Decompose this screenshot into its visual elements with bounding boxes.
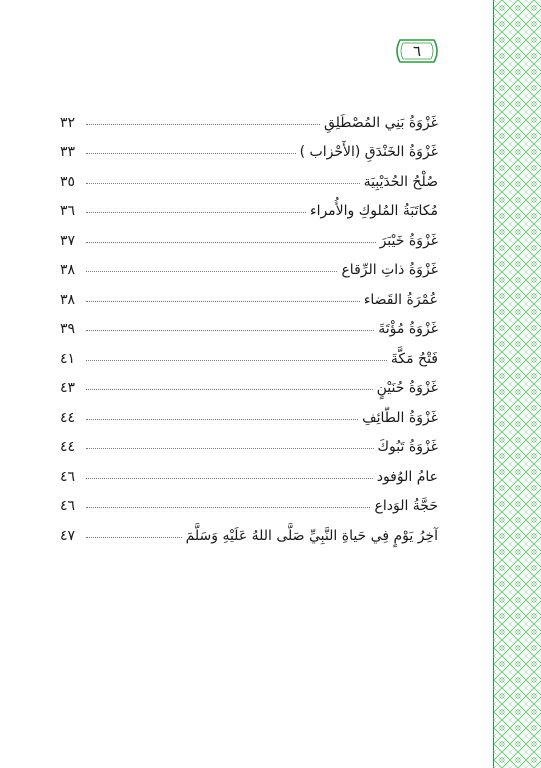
toc-dot-leader <box>86 359 387 361</box>
toc-entry[interactable] <box>60 308 438 338</box>
toc-entry-page-number: ٣٣ <box>60 144 76 160</box>
toc-entry-title: مُكاتَبَةُ المُلوكِ والأُمراء <box>309 203 438 219</box>
toc-entry[interactable] <box>60 367 438 397</box>
toc-entry[interactable] <box>60 249 438 279</box>
toc-entry-page-number: ٤٤ <box>60 439 76 455</box>
toc-entry-title: غَزْوَةُ تَبُوكَ <box>377 439 438 455</box>
toc-entry-page-number: ٤٧ <box>60 527 76 544</box>
toc-entry-page-number: ٣٢ <box>60 114 76 131</box>
toc-entry[interactable] <box>60 101 438 131</box>
toc-dot-leader <box>86 182 360 184</box>
toc-entry-title: غَزْوَةُ خَيْبَرَ <box>379 232 438 249</box>
toc-entry-page-number: ٣٥ <box>60 173 76 190</box>
table-of-contents <box>60 101 438 544</box>
toc-entry-title: غَزْوَةُ الخَنْدَقِ (الأَحْزاب ) <box>299 144 438 160</box>
toc-entry-title: غَزْوَةُ حُنَيْنٍ <box>376 380 438 396</box>
toc-entry-page-number: ٣٩ <box>60 321 76 337</box>
toc-dot-leader <box>86 447 374 449</box>
toc-dot-leader <box>86 536 182 538</box>
toc-entry-page-number: ٤٦ <box>60 468 76 485</box>
toc-dot-leader <box>86 418 358 420</box>
toc-entry-title: غَزْوَةُ بَنِي المُصْطَلِقِ <box>323 114 438 131</box>
toc-entry-title: غَزْوَةُ ذاتِ الرِّقاع <box>341 262 438 278</box>
toc-entry[interactable] <box>60 160 438 190</box>
toc-entry-page-number: ٣٨ <box>60 291 76 308</box>
toc-entry-title: صُلْحُ الحُدَيْبِيَة <box>363 173 438 190</box>
toc-entry[interactable] <box>60 278 438 308</box>
toc-dot-leader <box>86 270 337 272</box>
toc-entry[interactable] <box>60 426 438 456</box>
toc-entry-page-number: ٤٤ <box>60 409 76 426</box>
toc-entry-title: غَزْوَةُ الطّائِفِ <box>362 409 438 426</box>
toc-entry-page-number: ٣٦ <box>60 203 76 219</box>
toc-entry[interactable] <box>60 190 438 220</box>
page-number-badge <box>392 38 442 64</box>
toc-entry[interactable] <box>60 455 438 485</box>
toc-dot-leader <box>86 241 376 243</box>
toc-dot-leader <box>86 123 320 125</box>
toc-entry-page-number: ٣٨ <box>60 262 76 278</box>
toc-dot-leader <box>86 211 306 213</box>
lattice-pattern <box>494 0 541 768</box>
toc-entry[interactable] <box>60 131 438 161</box>
toc-entry-page-number: ٤١ <box>60 350 76 367</box>
toc-entry-title: فَتْحُ مَكَّةَ <box>390 350 438 367</box>
decorative-side-border <box>493 0 541 768</box>
toc-entry[interactable] <box>60 337 438 367</box>
toc-entry-page-number: ٤٣ <box>60 380 76 396</box>
toc-dot-leader <box>86 300 360 302</box>
toc-entry-title: عُمْرَةُ القَضاء <box>363 291 438 308</box>
toc-entry-page-number: ٣٧ <box>60 232 76 249</box>
toc-entry-title: غَزْوَةُ مُؤْتَةَ <box>378 321 438 337</box>
toc-entry-title: حَجَّةُ الوَداع <box>374 498 438 514</box>
toc-dot-leader <box>86 477 373 479</box>
toc-entry-title: عامُ الوُفود <box>376 468 438 485</box>
toc-dot-leader <box>86 152 296 154</box>
toc-dot-leader <box>86 506 370 508</box>
toc-entry[interactable] <box>60 485 438 515</box>
toc-dot-leader <box>86 388 373 390</box>
toc-dot-leader <box>86 329 374 331</box>
toc-entry-page-number: ٤٦ <box>60 498 76 514</box>
toc-entry-title: آخِرُ يَوْمٍ فِي حَياةِ النَّبِيِّ صَلَّى اللهُ عَلَيْهِ وَسَلَّمَ <box>185 527 438 544</box>
toc-entry[interactable] <box>60 396 438 426</box>
page-number: ٦ <box>412 42 422 60</box>
toc-entry[interactable] <box>60 219 438 249</box>
toc-entry[interactable] <box>60 514 438 544</box>
